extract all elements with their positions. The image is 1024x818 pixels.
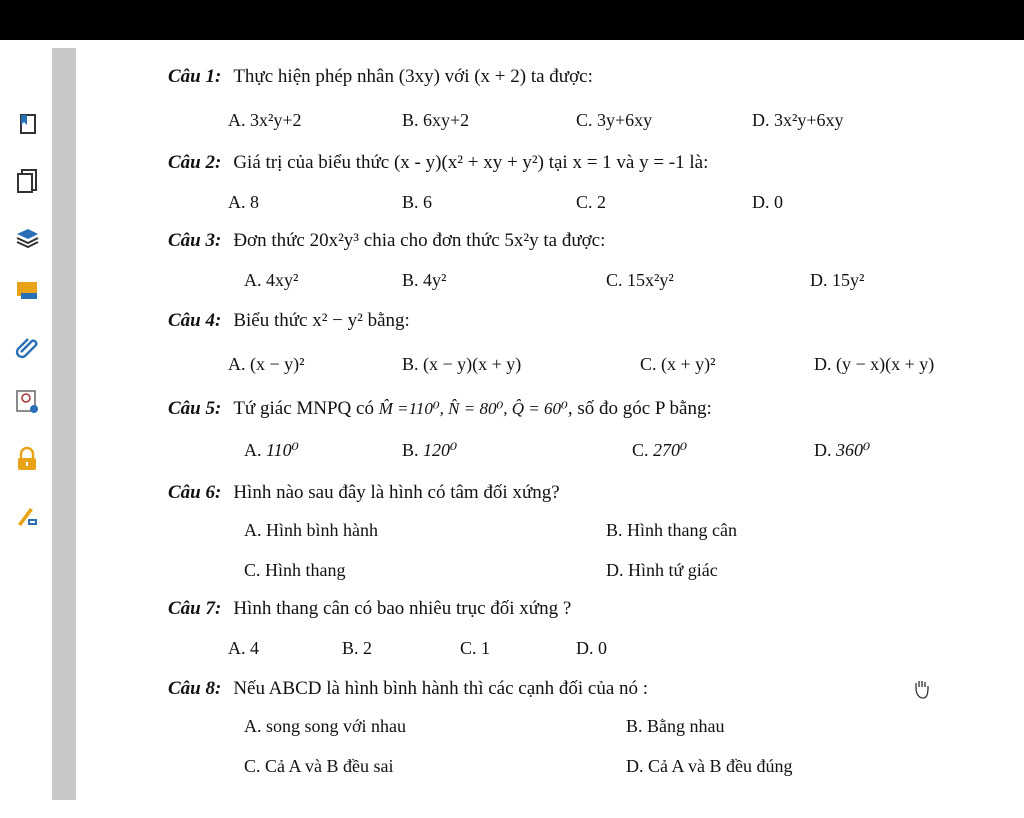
question-text: Thực hiện phép nhân (3xy) với (x + 2) ta được: bbox=[233, 66, 593, 87]
option-d[interactable]: D. 0 bbox=[576, 638, 607, 658]
option-c[interactable]: C. Cả A và B đều sai bbox=[244, 756, 394, 776]
document-page bbox=[76, 48, 1024, 800]
page-navigation-bar bbox=[0, 800, 1024, 818]
option-a[interactable]: A. (x − y)² bbox=[228, 354, 305, 374]
option-d[interactable]: D. (y − x)(x + y) bbox=[814, 354, 935, 374]
option-b[interactable]: B. 4y² bbox=[402, 270, 447, 290]
option-a[interactable]: A. 4xy² bbox=[244, 270, 299, 290]
question-2: Câu 2: Giá trị của biểu thức (x - y)(x² + xy + y²) tại x = 1 và y = -1 là: bbox=[168, 152, 709, 173]
layers-icon[interactable] bbox=[14, 224, 40, 250]
attachment-icon[interactable] bbox=[14, 334, 40, 360]
option-d[interactable]: D. Cả A và B đều đúng bbox=[626, 756, 793, 776]
option-b[interactable]: B. 120⁰ bbox=[402, 440, 458, 460]
option-b[interactable]: B. (x − y)(x + y) bbox=[402, 354, 522, 374]
option-d[interactable]: D. Hình tứ giác bbox=[606, 560, 718, 580]
sidebar-divider[interactable] bbox=[52, 48, 76, 800]
option-d[interactable]: D. 15y² bbox=[810, 270, 865, 290]
option-c[interactable]: C. 1 bbox=[460, 638, 491, 658]
pages-icon[interactable] bbox=[14, 168, 40, 194]
option-b[interactable]: B. 6xy+2 bbox=[402, 110, 470, 130]
option-b[interactable]: B. Bằng nhau bbox=[626, 716, 725, 736]
option-d[interactable]: D. 360⁰ bbox=[814, 440, 871, 460]
option-c[interactable]: C. Hình thang bbox=[244, 560, 346, 580]
question-7: Câu 7: Hình thang cân có bao nhiêu trục đối xứng ? bbox=[168, 598, 572, 619]
option-c[interactable]: C. 270⁰ bbox=[632, 440, 688, 460]
option-b[interactable]: B. Hình thang cân bbox=[606, 520, 737, 540]
option-a[interactable]: A. 4 bbox=[228, 638, 259, 658]
question-3: Câu 3: Đơn thức 20x²y³ chia cho đơn thức 5x²y ta được: bbox=[168, 230, 606, 251]
option-a[interactable]: A. 3x²y+2 bbox=[228, 110, 302, 130]
option-c[interactable]: C. 3y+6xy bbox=[576, 110, 653, 130]
question-5: Câu 5: Tứ giác MNPQ có M̂ =110⁰, N̂ = 80⁰, Q̂ = 60⁰, số đo góc P bằng: bbox=[168, 398, 712, 419]
question-label: Câu 1: bbox=[168, 66, 222, 87]
option-a[interactable]: A. 110⁰ bbox=[244, 440, 299, 460]
option-b[interactable]: B. 6 bbox=[402, 192, 433, 212]
option-a[interactable]: A. Hình bình hành bbox=[244, 520, 378, 540]
option-a[interactable]: A. song song với nhau bbox=[244, 716, 407, 736]
option-c[interactable]: C. 2 bbox=[576, 192, 607, 212]
hand-cursor-icon bbox=[912, 678, 932, 705]
window-top-bar bbox=[0, 0, 1024, 40]
sidebar bbox=[0, 48, 52, 800]
option-d[interactable]: D. 3x²y+6xy bbox=[752, 110, 844, 130]
option-c[interactable]: C. 15x²y² bbox=[606, 270, 674, 290]
comment-icon[interactable] bbox=[14, 278, 40, 304]
bookmark-icon[interactable] bbox=[14, 112, 40, 138]
question-4: Câu 4: Biểu thức x² − y² bằng: bbox=[168, 310, 410, 331]
option-a[interactable]: A. 8 bbox=[228, 192, 259, 212]
question-6: Câu 6: Hình nào sau đây là hình có tâm đối xứng? bbox=[168, 482, 560, 503]
signature-icon[interactable] bbox=[14, 388, 40, 414]
option-c[interactable]: C. (x + y)² bbox=[640, 354, 716, 374]
question-8: Câu 8: Nếu ABCD là hình bình hành thì các cạnh đối của nó : bbox=[168, 678, 649, 699]
fill-sign-icon[interactable] bbox=[14, 504, 40, 530]
option-d[interactable]: D. 0 bbox=[752, 192, 783, 212]
option-b[interactable]: B. 2 bbox=[342, 638, 373, 658]
lock-icon[interactable] bbox=[14, 446, 40, 472]
question-1 bbox=[168, 66, 593, 88]
